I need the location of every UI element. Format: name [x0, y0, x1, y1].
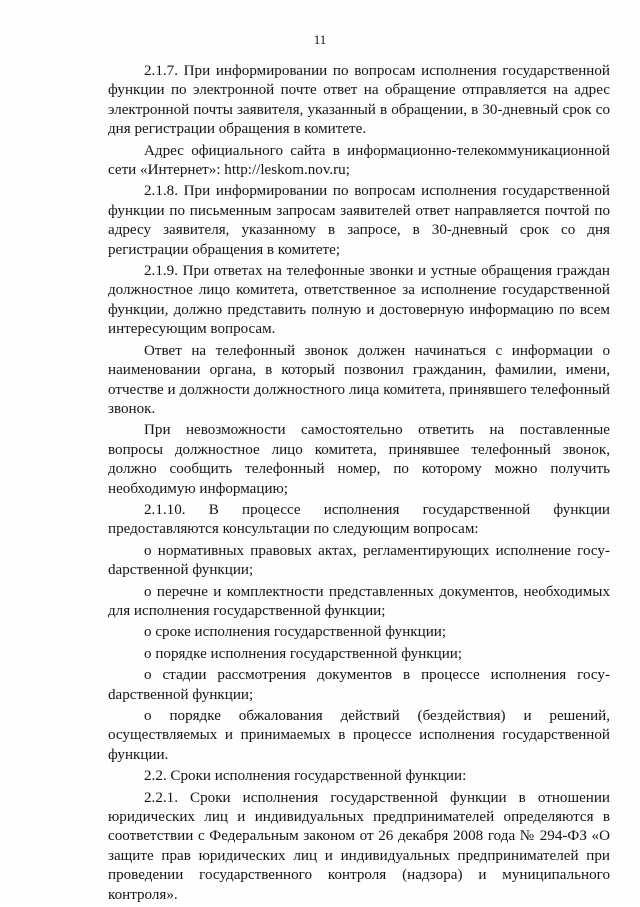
paragraph-2-2: 2.2. Сроки исполнения государственной функции: [144, 768, 467, 785]
paragraph-phone-answer: Ответ на телефонный звонок должен начинаться с информации о наименовании органа, в который позвонил гражданин, фамилии, имени, отчестве и должности должностного лица комитета, принявшего телефонный звонок. [108, 342, 610, 417]
list-item-appeal: о порядке обжалования действий (бездействия) и решений, осуществляемых и принимаемых в процессе исполнения государственной функции. [108, 708, 610, 763]
paragraph-phone-redirect: При невозможности самостоятельно ответить на поставленные вопросы должностное лицо комитета, принявшее телефонный звонок, должно сообщить телефонный номер, по которому можно получить необходимую информацию; [108, 422, 610, 497]
document-body [108, 62, 610, 907]
page-number: 11 [313, 32, 327, 47]
paragraph-2-1-8: 2.1.8. При информировании по вопросам исполнения государственной функции по письменным запросам заявителей ответ направляется почтой по адресу заявителя, указанному в запросе, в 30-дневный срок со дня регистрации обращения в комитете; [108, 183, 610, 258]
paragraph-2-1-10: 2.1.10. В процессе исполнения государственной функции предоставляются консультации по следующим вопросам: [108, 501, 610, 538]
paragraph-2-1-9: 2.1.9. При ответах на телефонные звонки и устные обращения граждан должностное лицо комитета, ответственное за исполнение государственной функции, должно представить полную и достоверную информацию по всем интересующим вопросам. [108, 263, 610, 338]
paragraph-2-2-1: 2.2.1. Сроки исполнения государственной функции в отношении юридических лиц и индивидуальных предпринимателей определяются в соответствии с Федеральным законом от 26 декабря 2008 года № 294-ФЗ «О защите прав юридических лиц и индивидуальных предпринимателей при проведении государственного контроля (надзора) и муниципального контроля». [108, 789, 610, 903]
paragraph-website-address: Адрес официального сайта в информационно-телекоммуникационной сети «Интернет»: http://leskom.nov.ru; [108, 142, 610, 179]
list-item-normative-acts: о нормативных правовых актах, регламентирующих исполнение госуdарственной функции; [108, 542, 610, 579]
list-item-review-stage: о стадии рассмотрения документов в процессе исполнения госуdарственной функции; [108, 667, 610, 703]
paragraph-2-1-7: 2.1.7. При информировании по вопросам исполнения государственной функции по электронной почте ответ на обращение отправляется на адрес электронной почты заявителя, указанный в обращении, в 30-дневный срок со дня регистрации обращения в комитете. [108, 63, 610, 138]
list-item-documents: о перечне и комплектности представленных документов, необходимых для исполнения государственной функции; [108, 583, 610, 619]
list-item-procedure: о порядке исполнения государственной функции; [144, 645, 463, 662]
list-item-term: о сроке исполнения государственной функции; [144, 624, 447, 641]
